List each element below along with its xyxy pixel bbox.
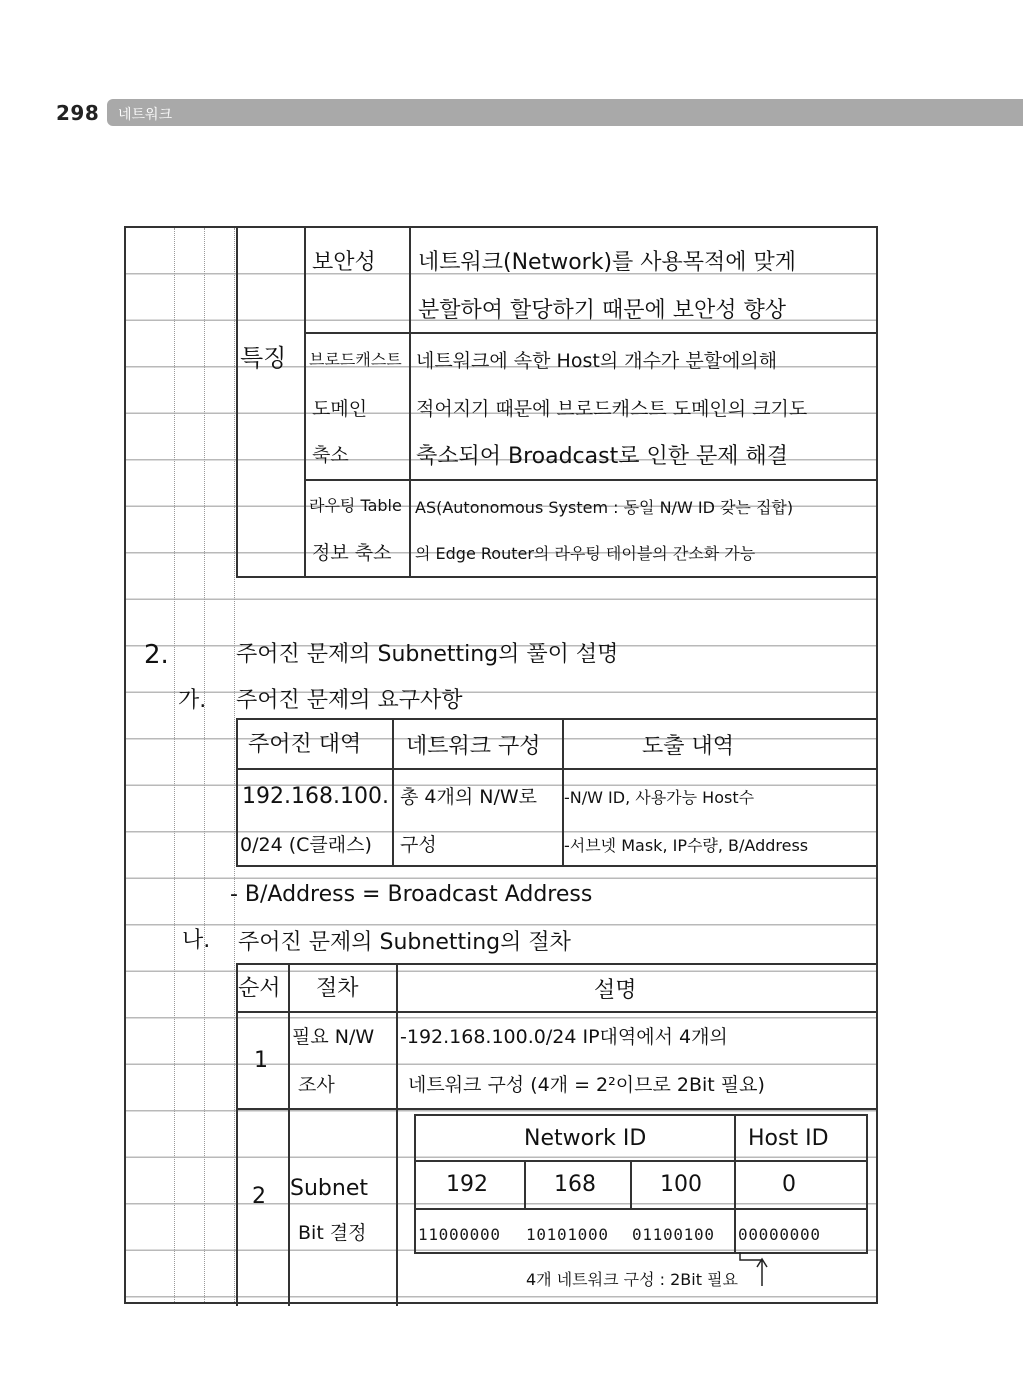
octet-bits: 11000000 — [418, 1225, 501, 1244]
section-title-2: 주어진 문제의 Subnetting의 풀이 설명 — [236, 642, 619, 667]
subsection-title: 주어진 문제의 요구사항 — [236, 688, 463, 713]
table-border — [236, 718, 876, 720]
table-border — [304, 479, 876, 481]
feature-key: 정보 축소 — [312, 542, 392, 564]
table-cell: 192.168.100. — [242, 784, 389, 809]
feature-text: 네트워크(Network)를 사용목적에 맞게 — [418, 250, 797, 275]
table-cell: 0/24 (C클래스) — [240, 834, 372, 856]
step-description: 네트워크 구성 (4개 = 2²이므로 2Bit 필요) — [408, 1074, 765, 1096]
table-header: 주어진 대역 — [248, 732, 362, 757]
feature-key: 라우팅 Table — [309, 496, 402, 515]
feature-text: 분할하여 할당하기 때문에 보안성 향상 — [418, 298, 787, 323]
step-description: -192.168.100.0/24 IP대역에서 4개의 — [400, 1026, 728, 1048]
arrow-icon — [736, 1250, 776, 1290]
table-header: 도출 내역 — [642, 734, 735, 759]
step-procedure: Bit 결정 — [298, 1222, 367, 1244]
feature-key: 브로드캐스트 — [309, 350, 402, 369]
abbreviation-note: - B/Address = Broadcast Address — [230, 882, 593, 907]
subsection-marker: 나. — [182, 928, 211, 953]
table-cell: 구성 — [400, 834, 437, 856]
feature-text: 네트워크에 속한 Host의 개수가 분할에의해 — [416, 350, 778, 372]
octet: 100 — [660, 1172, 702, 1197]
octet: 192 — [446, 1172, 488, 1197]
table-border — [392, 718, 394, 865]
feature-key: 도메인 — [312, 398, 368, 420]
table-border — [236, 718, 238, 865]
feature-label: 특징 — [240, 344, 287, 372]
host-id-header: Host ID — [748, 1126, 829, 1151]
table-header: 절차 — [316, 976, 359, 1001]
octet-bits: 00000000 — [738, 1225, 821, 1244]
column-guide — [204, 228, 205, 1302]
network-id-header: Network ID — [524, 1126, 647, 1151]
feature-text: 적어지기 때문에 브로드캐스트 도메인의 크기도 — [416, 398, 808, 420]
feature-text: AS(Autonomous System : 동일 N/W ID 갖는 집합) — [415, 498, 794, 517]
table-border — [236, 1011, 876, 1013]
step-order: 1 — [254, 1048, 268, 1073]
octet-bits: 10101000 — [526, 1225, 609, 1244]
bit-table — [414, 1114, 868, 1254]
table-border — [236, 865, 876, 867]
table-border — [304, 228, 306, 576]
section-number: 2. — [144, 640, 169, 670]
page-number: 298 — [56, 101, 100, 125]
table-border — [409, 228, 411, 576]
step-procedure: 필요 N/W — [292, 1026, 375, 1048]
table-header: 순서 — [238, 976, 281, 1001]
section-title: 네트워크 — [118, 107, 173, 123]
bit-caption: 4개 네트워크 구성 : 2Bit 필요 — [526, 1270, 738, 1289]
octet-bits: 01100100 — [632, 1225, 715, 1244]
step-procedure: 조사 — [298, 1074, 335, 1096]
table-border — [236, 576, 876, 578]
feature-text: 축소되어 Broadcast로 인한 문제 해결 — [416, 444, 788, 469]
column-guide — [174, 228, 175, 1302]
handwritten-sheet — [124, 226, 878, 1304]
table-border — [236, 768, 876, 770]
table-header: 설명 — [594, 978, 637, 1003]
step-order: 2 — [252, 1184, 266, 1209]
table-border — [396, 963, 398, 1306]
feature-key: 보안성 — [312, 250, 376, 275]
table-header: 네트워크 구성 — [406, 734, 541, 759]
table-border — [304, 332, 876, 334]
table-border — [236, 963, 876, 965]
table-border — [236, 1108, 876, 1110]
table-border — [236, 963, 238, 1306]
feature-key: 축소 — [312, 444, 349, 466]
octet: 168 — [554, 1172, 596, 1197]
subsection-marker: 가. — [178, 688, 207, 713]
header-bar — [107, 99, 1023, 126]
feature-text: 의 Edge Router의 라우팅 테이블의 간소화 가능 — [415, 544, 756, 563]
column-guide — [234, 228, 235, 1302]
table-border — [236, 228, 238, 576]
octet: 0 — [782, 1172, 796, 1197]
step-procedure: Subnet — [290, 1176, 368, 1201]
subsection-title: 주어진 문제의 Subnetting의 절차 — [238, 930, 571, 955]
table-cell: -서브넷 Mask, IP수량, B/Address — [564, 836, 809, 855]
table-cell: -N/W ID, 사용가능 Host수 — [564, 788, 755, 807]
table-border — [288, 963, 290, 1306]
table-cell: 총 4개의 N/W로 — [400, 786, 537, 808]
